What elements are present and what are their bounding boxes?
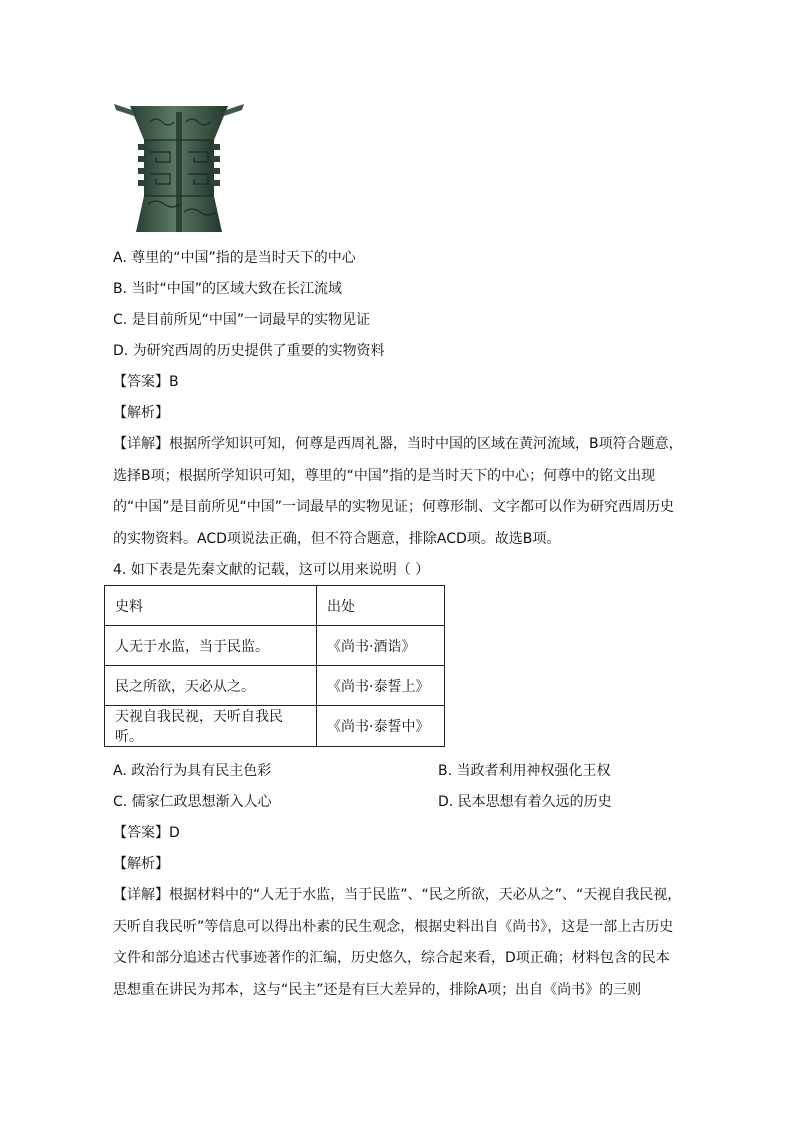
q4-detail: 【详解】根据材料中的“人无于水监，当于民监”、“民之所欲，天必从之”、“天视自我民视，天听自我民听”等信息可以得出朴素的民生观念，根据史料出自《尚书》，这是一部上古历史文件和部分追述古代事迹著作的汇编，历史悠久，综合起来看，D项正确；材料包含的民本思想重在讲民为邦本，这与“民主”还是有巨大差异的，排除A项；出自《尚书》的三则	[113, 887, 682, 998]
q4-option-b: B. 当政者利用神权强化王权	[438, 763, 611, 779]
table-header-cell: 史料	[105, 586, 317, 626]
table-cell: 天视自我民视，天听自我民听。	[105, 706, 317, 747]
q3-option-a: A. 尊里的“中国”指的是当时天下的中心	[113, 250, 356, 266]
q4-source-table	[104, 585, 445, 747]
table-header-row	[105, 586, 445, 626]
table-cell: 《尚书·酒诰》	[317, 626, 445, 666]
table-cell: 《尚书·泰誓中》	[317, 706, 445, 747]
q3-option-c: C. 是目前所见“中国”一词最早的实物见证	[113, 312, 371, 328]
table-cell: 民之所欲，天必从之。	[105, 666, 317, 706]
q4-answer: 【答案】D	[113, 825, 180, 841]
q4-option-c: C. 儒家仁政思想渐入人心	[113, 794, 272, 810]
q4-option-d: D. 民本思想有着久远的历史	[438, 794, 612, 810]
table-cell: 《尚书·泰誓上》	[317, 666, 445, 706]
table-header-cell: 出处	[317, 586, 445, 626]
table-row	[105, 626, 445, 666]
q4-stem: 4. 如下表是先秦文献的记载，这可以用来说明（ ）	[113, 562, 430, 578]
q3-detail: 【详解】根据所学知识可知，何尊是西周礼器，当时中国的区域在黄河流域，B项符合题意，选择B项；根据所学知识可知，尊里的“中国”指的是当时天下的中心；何尊中的铭文出现的“中国”是目前所见“中国”一词最早的实物见证；何尊形制、文字都可以作为研究西周历史的实物资料。ACD项说法正确，但不符合题意，排除ACD项。故选B项。	[113, 436, 683, 547]
q4-analysis-label: 【解析】	[113, 856, 169, 872]
q3-option-d: D. 为研究西周的历史提供了重要的实物资料	[113, 343, 385, 359]
table-cell: 人无于水监，当于民监。	[105, 626, 317, 666]
table-row	[105, 666, 445, 706]
q3-option-b: B. 当时“中国”的区域大致在长江流域	[113, 281, 343, 297]
q3-answer: 【答案】B	[113, 374, 179, 390]
table-row	[105, 706, 445, 747]
bronze-zun-image	[110, 100, 248, 236]
q4-option-a: A. 政治行为具有民主色彩	[113, 763, 272, 779]
q3-analysis-label: 【解析】	[113, 405, 169, 421]
